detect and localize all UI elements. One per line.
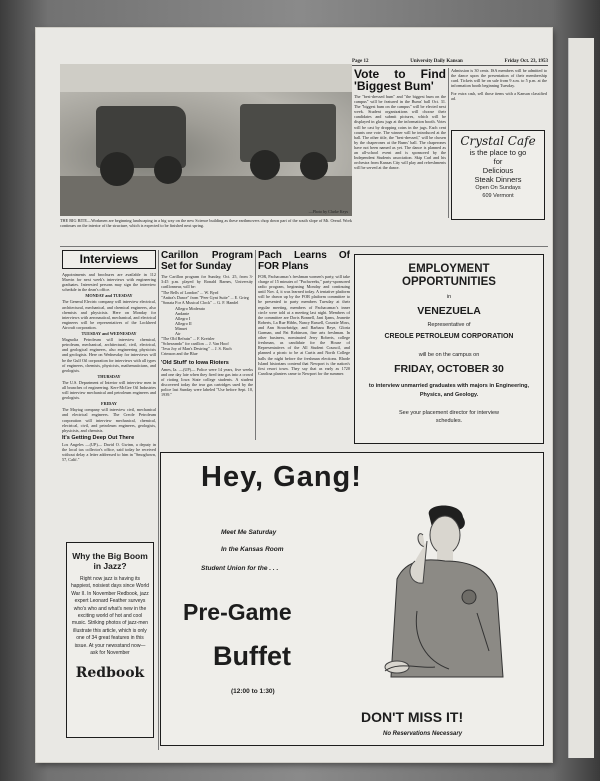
paper-name: University Daily Kansan	[410, 59, 463, 64]
carillon-program	[161, 290, 253, 356]
program-movement: Allegro Moderato	[175, 305, 206, 311]
buffet-text: Buffet	[213, 641, 291, 671]
vote-headline: Vote to Find 'Biggest Bum'	[354, 67, 446, 93]
buffet-ad	[160, 452, 544, 746]
program-piece: "Anitra's Dance" from "Peer Gynt Suite" ... E. Grieg	[161, 295, 249, 301]
woman-illustration	[377, 501, 517, 691]
interviews-day2: TUESDAY and WEDNESDAY	[81, 331, 137, 337]
admission-body: Admission is 30 cents. ISA members will be admitted to the dance upon the presentation of their membership card. Tickets will be on sale from 9 a.m. to 5 p.m. at the information booth beginning Tuesday.	[451, 68, 547, 89]
redbook-ad	[66, 542, 154, 738]
pregame-text: Pre-Game	[183, 599, 292, 625]
admission-article	[451, 68, 547, 103]
program-movement: Allegro II	[175, 320, 192, 326]
pach-headline: Pach Learns Of FOR Plans	[258, 250, 350, 272]
issue-date: Friday Oct. 23, 1953	[504, 59, 548, 64]
employment-ad	[354, 254, 544, 444]
buffet-time: (12:00 to 1:30)	[231, 688, 275, 695]
cafe-name: Crystal Cafe	[460, 134, 536, 148]
redbook-logo: Redbook	[75, 665, 145, 682]
cafe-line5: Open On Sundays	[475, 185, 521, 191]
employment-will-be: will be on the campus on	[418, 352, 480, 358]
interviews-day3-body: The U.S. Department of Interior will interview men in all branches of engineering. Kerr-McGee Oil Industries will interview mechanical and petroleum engineers and geologists.	[62, 379, 156, 401]
program-piece: Crimson and the Blue	[161, 351, 198, 357]
interviews-intro: Appointments and brochures are available in 112 Marvin for next week's interviews with engineering graduates. Interested persons may sign the interview schedule in the dean's office.	[62, 272, 156, 293]
employment-country: VENEZUELA	[417, 305, 481, 317]
interviews-day4: FRIDAY	[101, 401, 117, 407]
dont-miss-text: DON'T MISS IT!	[361, 709, 464, 725]
program-piece: "The Old Refrain" ... F. Kreisler	[161, 336, 215, 342]
pach-body: FOR, Pachacamac's freshman women's party, will take charge of 15 minutes of "Pachweeks," party-sponsored radio program, beginning Monday and continuing until Nov. 4, it was learned today. A tentative platform will be drawn up by the FOR platform committee to be presented to party members Tuesday at their regular meeting, members of Pachacamac's inner circle were told at a meeting last night. Members of the committee are Doris Bonnell, Jani Ijams, Jeanette Roberts, La Rue Hibbs, Nancy Russell, Countie Moss, and Ann Strawbridge, and Barbara Beye, Gloria Garman, and Pat Robinson, fine arts freshman. In other business, nominated Jerry Roberts, college freshman, as candidate for the House of Representatives of the All Student Council, and planned a picnic to be at Curtis and North College halls the night before the freshman elections. Rhode Island historians contend that Newport is the nation's first resort town. They say that as early as 1720 Carolina planters came to Newport for the summer.	[258, 274, 350, 376]
adjacent-page-edge	[568, 38, 594, 758]
program-piece: "The Bells of London" ... W. Byrd	[161, 290, 219, 296]
program-movement: Air	[175, 331, 181, 337]
employment-in: in	[446, 294, 452, 300]
interviews-day1-body: The General Electric company will interview electrical, architectural, mechanical, and chemical engineers, also chemists and physicists. Here on Monday for interviews with aeronautical, mechanical, and electrical engineers will be representatives of the Lockheed Aircraft corporation.	[62, 299, 156, 330]
construction-photo	[60, 64, 352, 216]
page-number: Page 12	[352, 59, 369, 64]
cafe-line4: Steak Dinners	[474, 175, 522, 184]
page-folio	[352, 59, 548, 66]
photo-credit: —Photo by Clarke Keys	[308, 209, 348, 214]
program-piece: "Scherzando" for carillon ... J. Van Hoof	[161, 341, 229, 347]
employment-company: CREOLE PETROLEUM CORPORATION	[384, 333, 514, 340]
crystal-cafe-ad	[451, 130, 545, 220]
interviews-headline: Interviews	[79, 252, 139, 266]
interviews-day4-body: The Maytag company will interview civil, mechanical and electrical engineers. The Creole Petroleum corporation will interview mechanical, chemical, electrical, civil, and petroleum engineers, geologists, physicists, and chemists.	[62, 407, 156, 433]
interviews-day1: MONDAY and TUESDAY	[85, 293, 133, 299]
jazz-headline: Why the Big Boom in Jazz?	[72, 551, 148, 571]
gang-line3: Student Union for the . . .	[201, 565, 279, 572]
cafe-address: 609 Vermont	[482, 193, 514, 199]
old-stuff-headline: 'Old Stuff' to Iowa Rioters	[161, 359, 229, 366]
employment-title: EMPLOYMENT OPPORTUNITIES	[402, 263, 496, 288]
program-piece: "Sonata For A Musical Clock" ... G. F. Handel	[161, 300, 239, 306]
interviews-day2-body: Magnolia Petroleum will interview chemical, petroleum, mechanical, architectural, civil, electrical, and geological engineers, also engineering physicists and geologists. Here on Wednesday for interviews will be the Gulf Oil corporation for interviews with all types of engineers, chemists, physicists, mathematicians, and geologists.	[62, 337, 156, 373]
jazz-body: Right now jazz is having its happiest, noisiest days since World War II. In November Redbook, jazz expert Leonard Feather surveys who's who and what's new in the exciting world of hot and cool music. Striking photos of jazz-men illustrate this article, which is only one of 34 great features in this issue. At your newsstand now—ask for November	[71, 576, 150, 657]
old-stuff-body: Ames, Ia. —(UP)— Police were 14 years, five weeks and one day late when they fired tear gas into a crowd of rioting Iowa State college students. A student discovered today the tear gas cartridges used by the police last Sunday were labeled "Use before Sept. 10, 1939."	[161, 366, 253, 397]
program-movement: Minuet	[175, 325, 188, 331]
employment-body: to interview unmarried graduates with majors in Engineering, Physics, and Geology.	[368, 383, 530, 398]
carillon-headline: Carillon Program Set for Sunday	[161, 250, 253, 272]
vote-article	[354, 68, 446, 171]
program-piece: "Jesu Joy of Man's Desiring" ... J. S. Bach	[161, 346, 232, 352]
deep-out-body: Los Angeles —(UP)— David O. Gwinn, a deputy in the local tax collector's office, said today he received without delay a letter addressed to him in "Smoghown, 57, Calif."	[62, 441, 156, 463]
vote-body: The "best-dressed bum" and "the biggest bum on the campus" will be featured in the Bums' ball Oct. 31. The "biggest bum on the campus" will be elected next week. Student organizations will choose their candidates and submit pictures, which will be displayed in glass jugs at the information booth. Votes will be cast by dropping coins in the jugs. Each cent counts one vote. The winner will be introduced at the ball. The other title, the "best-dressed," will be chosen by the chaperones at the Bums' ball. The chaperones have not been named as yet. The dance is planned as an all-school event and is sponsored by the Independent Students association. Skip Carl and his orchestra from Kansas City will play and refreshments will be served at the dance.	[354, 94, 446, 171]
gang-headline: Hey, Gang!	[201, 461, 362, 493]
newspaper-page	[36, 28, 552, 762]
gang-line2: In the Kansas Room	[221, 546, 284, 553]
cafe-line3: Delicious	[482, 166, 514, 175]
photo-caption: THE BIG BITE—Workmen are beginning landscaping in a big way on the new Science building as these earthmovers chop down part of the south slope of Mt. Oread. Work continues on the interior of the structure, which is expected to be finished next spring.	[60, 218, 352, 228]
pach-article	[258, 250, 350, 377]
employment-footer: See your placement director for interview schedules.	[399, 410, 499, 424]
gang-line1: Meet Me Saturday	[221, 529, 277, 536]
employment-date: FRIDAY, OCTOBER 30	[394, 363, 504, 375]
interviews-header-box	[62, 250, 156, 269]
carillon-article	[161, 250, 253, 398]
no-reservations-text: No Reservations Necessary	[383, 731, 463, 737]
carillon-body: The Carillon program for Sunday, Oct. 25, from 3-3:45 p.m. played by Ronald Barnes, University carillonneur, will be:	[161, 274, 253, 290]
deep-out-headline: It's Getting Deep Out There	[62, 434, 135, 441]
employment-rep: Representative of	[427, 322, 471, 328]
interviews-day3: THURSDAY	[97, 373, 121, 379]
cafe-line1: is the place to go	[469, 148, 527, 157]
program-movement: Allegro I	[175, 315, 191, 321]
classified-note: For extra cash, sell those items with a Kansan classified ad.	[451, 91, 547, 102]
interviews-article	[62, 250, 156, 463]
program-movement: Andante	[175, 310, 190, 316]
cafe-line2: for	[493, 157, 503, 166]
